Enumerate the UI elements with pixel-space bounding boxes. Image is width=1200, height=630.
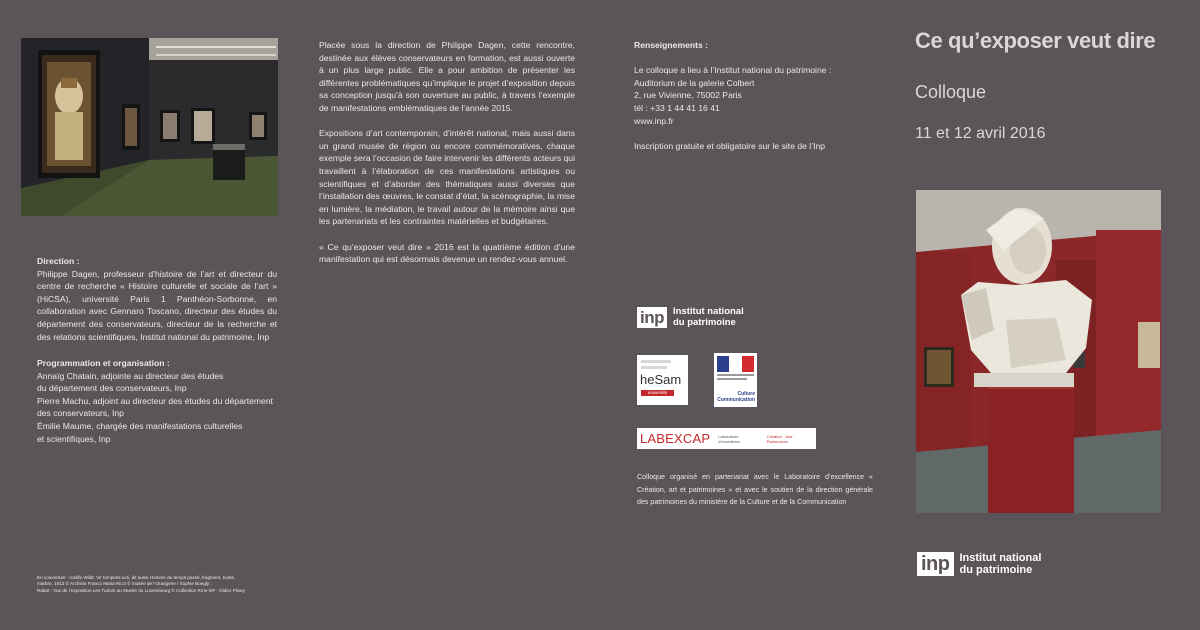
programmation-block bbox=[37, 357, 277, 445]
inp-cover-name-line2: du patrimoine bbox=[959, 564, 1033, 576]
info-line: 2, rue Vivienne, 75002 Paris bbox=[634, 90, 742, 101]
credits-line: Rabat : Vue de l’exposition Les Tudors au Musée du Luxembourg © Collection Rmn-GP - Didier Plowy bbox=[37, 587, 245, 593]
info-line: Le colloque a lieu à l’Institut national du patrimoine : bbox=[634, 65, 832, 76]
info-line: Auditorium de la galerie Colbert bbox=[634, 77, 755, 88]
exhibition-photo-tudors bbox=[21, 38, 278, 216]
prog-line: et scientifiques, Inp bbox=[37, 433, 111, 444]
inp-name-line2: du patrimoine bbox=[673, 317, 736, 328]
labexcap-logo bbox=[637, 428, 816, 449]
sculpture-photo bbox=[916, 190, 1161, 513]
ministere-label: Culture Communication bbox=[717, 391, 755, 403]
hesam-name: heSam bbox=[640, 372, 682, 387]
intro-column bbox=[319, 39, 575, 266]
prog-line: Émilie Maume, chargée des manifestations culturelles bbox=[37, 420, 243, 431]
partners-paragraph: Colloque organisé en partenariat avec le Laboratoire d’excellence « Création, art et patrimoines » et avec le soutien de la direction générale des patrimoines du ministère de la Culture et de la Communication bbox=[637, 473, 873, 507]
website-link[interactable]: www.inp.fr bbox=[634, 115, 674, 126]
info-heading: Renseignements : bbox=[634, 40, 709, 50]
prog-line: du département des conservateurs, Inp bbox=[37, 383, 187, 394]
inp-name-line1: Institut national bbox=[673, 306, 744, 317]
intro-paragraph-3: « Ce qu’exposer veut dire » 2016 est la quatrième édition d’une manifestation qui est désormais devenue un rendez-vous annuel. bbox=[319, 241, 575, 265]
labexcap-tag: Création · Arts · Patrimoines bbox=[766, 433, 795, 444]
intro-paragraph-2: Expositions d’art contemporain, d’intérêt national, mais aussi dans un grand musée de région ou encore commémoratives, chaque exemple sera l’occasion de faire intervenir les différents acteurs qui travaillent à l’élaboration de ces manifestations artistiques ou scientifiques et d’aborder des thématiques aussi diverses que l’installation des œuvres, le constat d’état, la scénographie, la mise en lumière, la médiation, le travail autour de la mémoire ainsi que les partenariats et les contraintes matérielles et budgétaires. bbox=[319, 128, 575, 227]
ministere-culture-logo bbox=[714, 353, 757, 407]
info-block bbox=[634, 39, 874, 152]
labexcap-desc: Laboratoire d’excellence bbox=[718, 433, 741, 444]
hesam-logo bbox=[637, 355, 688, 405]
prog-line: Annaïg Chatain, adjointe au directeur des études bbox=[37, 370, 224, 381]
photo-credits bbox=[37, 575, 277, 594]
direction-text: Philippe Dagen, professeur d’histoire de l’art et directeur du centre de recherche « Histoire culturelle et sociale de l’art » (HiCSA), université Paris 1 Panthéon-Sorbonne, en collaboration avec Gennaro Toscano, directeur des études du département des conservateurs, directeur de la recherche et des relations scientifiques, Institut national du patrimoine, Inp bbox=[37, 268, 277, 342]
credits-line: marbre, 1913 © Archivio Franco Maria Ricci © musée de l’Orangerie / Sophie Boegly ; bbox=[37, 581, 212, 587]
direction-block bbox=[37, 255, 277, 343]
inscription-text: Inscription gratuite et obligatoire sur le site de l’Inp bbox=[634, 140, 826, 151]
info-line: tél : +33 1 44 41 16 41 bbox=[634, 102, 720, 113]
intro-paragraph-1: Placée sous la direction de Philippe Dagen, cette rencontre, destinée aux élèves conservateurs en formation, est aussi ouverte à un plus large public. Elle a pour ambition de présenter les différentes problématiques qu’implique le projet d’exposition depuis sa conception jusqu’à son ouverture au public, à travers l’exemple de manifestations emblématiques de l’année 2015. bbox=[319, 40, 575, 113]
prog-line: Pierre Machu, adjoint au directeur des études du département bbox=[37, 395, 273, 406]
programmation-heading: Programmation et organisation : bbox=[37, 358, 170, 368]
prog-line: des conservateurs, Inp bbox=[37, 408, 124, 419]
credits-line: En couverture : Adolfo Wildt, Vir temporis acti, dit aussi Homme du temps passé, fragment, buste, bbox=[37, 575, 236, 580]
inp-logo-cover bbox=[917, 552, 1041, 576]
partners-text bbox=[637, 471, 873, 509]
cover-dates: 11 et 12 avril 2016 bbox=[915, 125, 1046, 142]
direction-heading: Direction : bbox=[37, 256, 80, 266]
cover-title: Ce qu’exposer veut dire bbox=[915, 28, 1156, 53]
inp-logo bbox=[637, 306, 744, 328]
inp-cover-name-line1: Institut national bbox=[959, 552, 1042, 564]
cover-subtitle: Colloque bbox=[915, 82, 987, 102]
hesam-sub: université bbox=[641, 390, 674, 396]
inp-mark: inp bbox=[637, 307, 667, 328]
labexcap-name: LABEXCAP bbox=[640, 431, 711, 446]
inp-mark-cover: inp bbox=[917, 552, 954, 576]
